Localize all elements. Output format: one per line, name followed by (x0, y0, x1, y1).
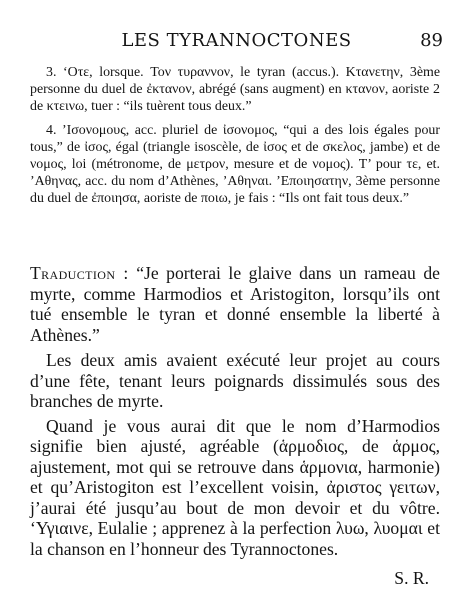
traduction-label: Traduction : (30, 263, 129, 283)
paragraph-etymology: Quand je vous aurai dit que le nom d’Harmodios signifie bien ajusté, agréable (ἁρμοδιος, de ἁρμος, ajustement, mot qui se retrouve dans ἁρμονια, harmonie) et qu’Aristogiton est l’excellent voisin, ἀριστος γειτων, j’aurai été jusqu’au bout de mon devoir et du vôtre. ‘Υγιαινε, Eulalie ; apprenez à la perfection λυω, λυομαι et la chanson en l’honneur des Tyrannoctones. (30, 415, 440, 559)
traduction-paragraph (30, 263, 440, 345)
footnotes (30, 64, 440, 214)
page-number: 89 (420, 30, 443, 51)
signature-initials: S. R. (394, 568, 429, 588)
traduction-text: “Je porterai le glaive dans un rameau de myrte, comme Harmodios et Aristogiton, lorsqu’ils ont tué ensemble le tyran et donné ensemble la liberté à Athènes.” (30, 263, 440, 345)
main-text (30, 263, 440, 563)
paragraph-fete: Les deux amis avaient exécuté leur projet au cours d’une fête, tenant leurs poignards dissimulés sous des branches de myrte. (30, 350, 440, 411)
note-4: 4. ’Ισονομους, acc. pluriel de ἰσονομος, “qui a des lois égales pour tous,” de ἰσος, égal (triangle isoscèle, de ἰσος et de σκελος, jambe) et de νομος, loi (métronome, de μετρον, mesure et de νομος). Τ’ pour τε, et. ’Αθηνας, acc. du nom d’Athènes, ’Αθηναι. ’Εποιησατην, 3ème personne du duel de ἐποιησα, aoriste de ποιω, je fais : “Ils ont fait tous deux.” (30, 122, 440, 207)
running-title: LES TYRANNOCTONES (121, 30, 352, 51)
page-header (30, 30, 443, 54)
note-3: 3. ‘Οτε, lorsque. Τον τυραννον, le tyran (accus.). Κτανετην, 3ème personne du duel de ἐκτανον, abrégé (sans augment) en κτανον, aoriste 2 de κτεινω, tuer : “ils tuèrent tous deux.” (30, 65, 440, 115)
